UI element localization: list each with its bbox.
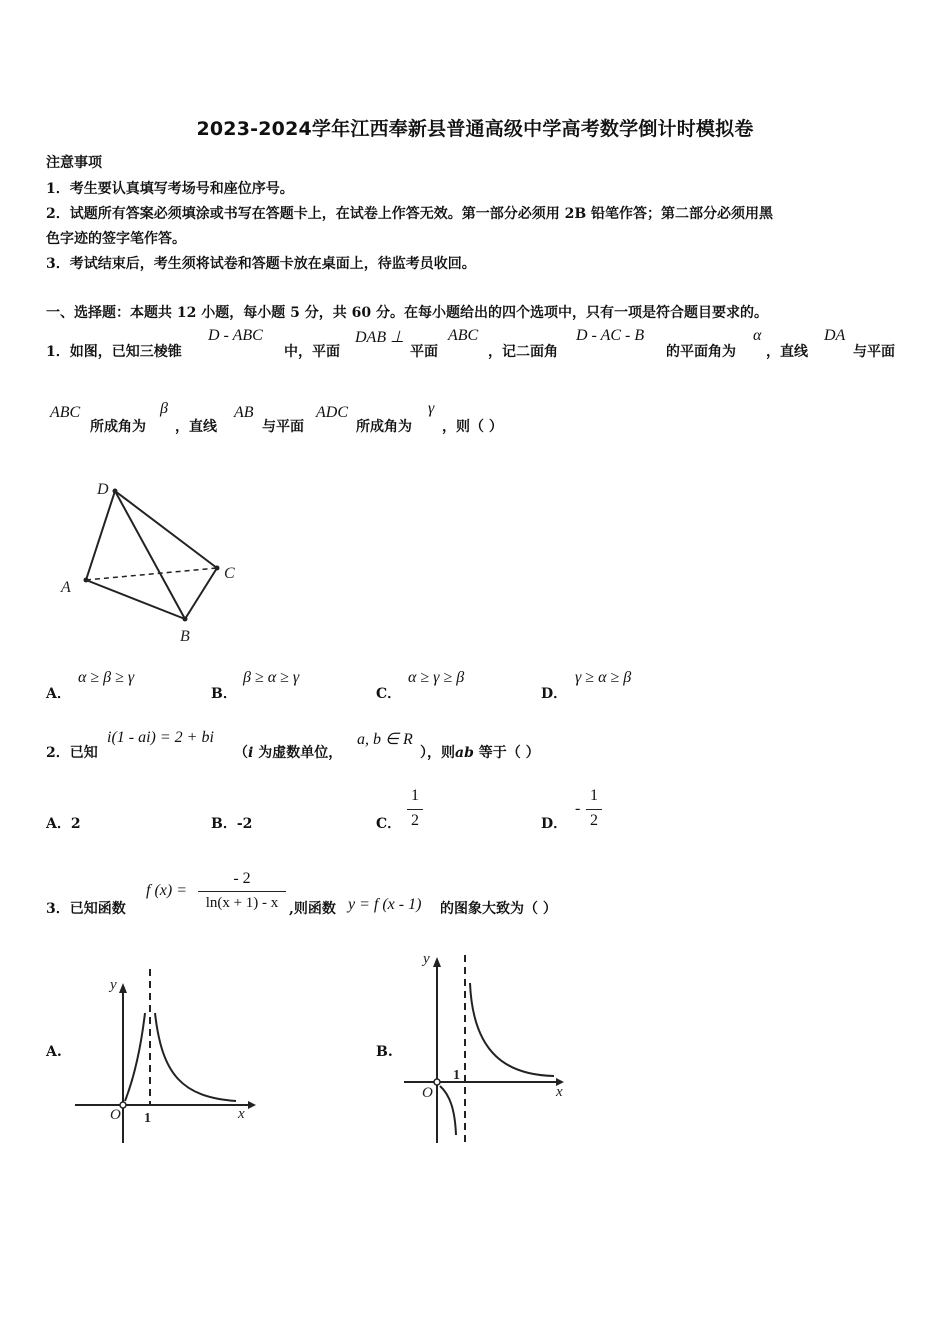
q1-option-d-expr[interactable]: γ ≥ α ≥ β	[575, 669, 632, 686]
q1-text-11: 所成角为	[356, 419, 412, 435]
q1-text-1: 1．如图，已知三棱锥	[46, 344, 182, 360]
q1-text-2: 中，平面	[284, 344, 340, 360]
label-b: B	[180, 628, 190, 645]
section-heading: 一、选择题：本题共 12 小题，每小题 5 分，共 60 分。在每小题给出的四个选项中，只有一项是符合题目要求的。	[46, 305, 768, 321]
q3-fraction-num: - 2	[233, 870, 251, 887]
q2-math-2: a, b ∈ R	[357, 731, 413, 748]
origin-point	[120, 1102, 126, 1108]
edge-db	[115, 491, 185, 619]
q1-option-a-label[interactable]: A．	[46, 686, 71, 702]
q1-text-5: 的平面角为	[666, 344, 736, 360]
edge-ac-hidden	[86, 568, 217, 580]
notice-item-3: 3．考试结束后，考生须将试卷和答题卡放在桌面上，待监考员收回。	[46, 256, 476, 272]
q1-math-1: D - ABC	[208, 327, 263, 344]
q3-option-a-label[interactable]: A.	[46, 1044, 62, 1060]
q2-option-d-sign: -	[575, 800, 581, 817]
q1-text-12: ，则（ ）	[442, 419, 503, 435]
left-branch	[125, 1013, 145, 1101]
q1-math-7: ABC	[50, 404, 81, 421]
q1-option-d-label[interactable]: D．	[541, 686, 568, 702]
q1-math-8: β	[160, 400, 168, 417]
x-label: x	[556, 1084, 563, 1100]
q1-math-10: ADC	[316, 404, 348, 421]
q2-math-1: i(1 - ai) = 2 + bi	[107, 729, 214, 746]
label-c: C	[224, 565, 235, 582]
q2-option-c-fraction-bar	[407, 809, 423, 810]
left-branch	[440, 1086, 456, 1135]
q1-math-2: DAB ⊥	[355, 329, 405, 346]
x-axis-arrow	[248, 1101, 256, 1109]
q2-option-c-den: 2	[411, 812, 419, 829]
y-label: y	[423, 951, 430, 967]
q1-math-3: ABC	[448, 327, 479, 344]
q1-option-a-expr[interactable]: α ≥ β ≥ γ	[78, 669, 135, 686]
q1-math-4: D - AC - B	[576, 327, 645, 344]
one-label: 1	[144, 1111, 151, 1126]
q3-math-2: y = f (x - 1)	[348, 896, 422, 913]
q3-option-b-label[interactable]: B.	[376, 1044, 393, 1060]
vertex-b	[183, 617, 188, 622]
notice-item-1: 1．考生要认真填写考场号和座位序号。	[46, 181, 294, 197]
notice-item-2: 2．试题所有答案必须填涂或书写在答题卡上，在试卷上作答无效。第一部分必须用 2B 铅笔作答；第二部分必须用黑	[46, 206, 774, 222]
right-branch	[155, 1013, 236, 1101]
q2-option-d-den: 2	[590, 812, 598, 829]
q1-text-7: 与平面	[853, 344, 895, 360]
q1-text-9: ，直线	[175, 419, 217, 435]
label-d: D	[97, 481, 109, 498]
notice-heading: 注意事项	[46, 155, 102, 171]
q1-option-c-expr[interactable]: α ≥ γ ≥ β	[408, 669, 465, 686]
q1-text-6: ，直线	[766, 344, 808, 360]
q2-option-d-num: 1	[590, 787, 598, 804]
right-branch	[470, 983, 554, 1076]
q2-option-d-label[interactable]: D．	[541, 816, 568, 832]
q3-fraction-den: ln(x + 1) - x	[205, 895, 279, 911]
origin-label: O	[422, 1085, 433, 1101]
q3-fx: f (x) =	[146, 882, 187, 899]
q2-option-d-fraction-bar	[586, 809, 602, 810]
edge-da	[86, 491, 115, 580]
edge-ab	[86, 580, 185, 619]
vertex-a	[84, 578, 89, 583]
q3-graph-b[interactable]	[398, 945, 573, 1150]
page-title: 2023-2024学年江西奉新县普通高级中学高考数学倒计时模拟卷	[196, 118, 754, 140]
q1-option-b-expr[interactable]: β ≥ α ≥ γ	[243, 669, 300, 686]
q1-math-5: α	[753, 327, 762, 344]
edge-bc	[185, 568, 217, 619]
q1-math-11: γ	[428, 400, 435, 417]
q1-option-c-label[interactable]: C．	[376, 686, 402, 702]
q2-option-c-label[interactable]: C．	[376, 816, 402, 832]
q3-fraction-bar	[198, 891, 286, 892]
q3-text-1: 3．已知函数	[46, 901, 126, 917]
q2-text-2: （i 为虚数单位，	[234, 745, 343, 761]
q2-option-a[interactable]: A．2	[46, 816, 81, 832]
q2-text-1: 2．已知	[46, 745, 98, 761]
origin-point	[434, 1079, 440, 1085]
vertex-c	[215, 566, 220, 571]
one-label: 1	[453, 1068, 460, 1083]
vertex-d	[113, 489, 118, 494]
q1-text-4: ，记二面角	[488, 344, 558, 360]
q1-math-6: DA	[824, 327, 846, 344]
label-a: A	[61, 579, 71, 596]
q3-graph-a[interactable]	[70, 965, 260, 1150]
tetrahedron-figure	[50, 474, 250, 649]
edge-dc	[115, 491, 217, 568]
q3-text-2: ,则函数	[289, 901, 336, 917]
q1-text-8: 所成角为	[90, 419, 146, 435]
q1-text-10: 与平面	[262, 419, 304, 435]
q2-option-c-num: 1	[411, 787, 419, 804]
q1-math-9: AB	[234, 404, 254, 421]
q2-option-b[interactable]: B．-2	[211, 816, 253, 832]
origin-label: O	[110, 1107, 121, 1123]
q1-text-3: 平面	[410, 344, 438, 360]
y-axis-arrow	[433, 957, 441, 967]
y-label: y	[110, 977, 117, 993]
q2-text-3: ），则ab 等于（ ）	[420, 745, 540, 761]
y-axis-arrow	[119, 983, 127, 993]
q1-option-b-label[interactable]: B．	[211, 686, 237, 702]
q3-text-3: 的图象大致为（ ）	[440, 901, 557, 917]
notice-item-2-cont: 色字迹的签字笔作答。	[46, 231, 186, 247]
x-label: x	[238, 1106, 245, 1122]
